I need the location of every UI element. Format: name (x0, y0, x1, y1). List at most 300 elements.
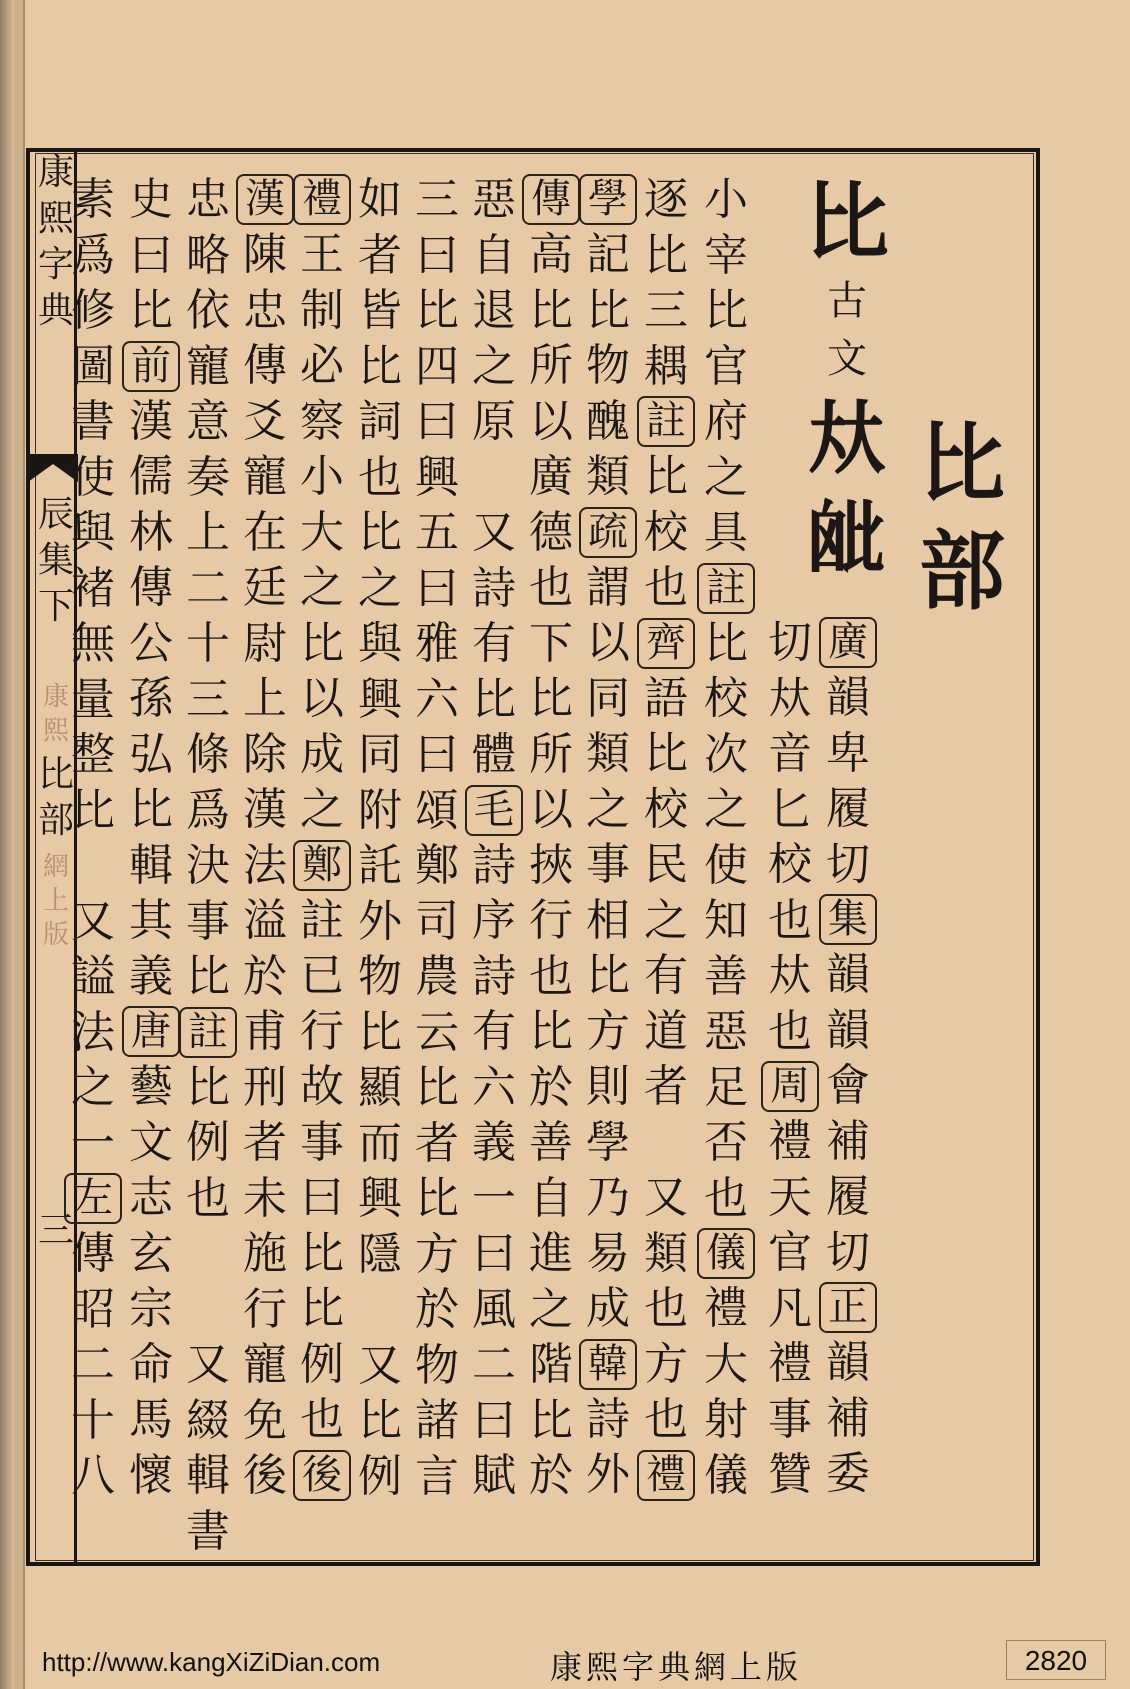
text-char: 之 (358, 562, 402, 614)
side-radical-char: 部 (37, 800, 74, 841)
text-char: 禮 (704, 1283, 748, 1334)
text-char: 十 (71, 1394, 115, 1446)
text-char: 也 (768, 894, 812, 946)
text-char: 二 (472, 1339, 516, 1390)
text-char: 曰 (472, 1228, 516, 1279)
side-title-char: 熙 (37, 198, 74, 239)
text-char: 行 (529, 895, 573, 946)
text-char: 耦 (644, 340, 688, 392)
side-radical-char: 比 (37, 754, 74, 795)
text-char: 雅 (415, 618, 459, 669)
footer-url[interactable]: http://www.kangXiZiDian.com (42, 1647, 381, 1677)
text-char: 韻 (826, 949, 870, 1000)
text-char: 夶 (768, 672, 812, 724)
text-char: 物 (586, 340, 630, 391)
text-char: 例 (300, 1338, 344, 1390)
text-char: 農 (415, 951, 459, 1002)
text-char: 比 (358, 340, 402, 392)
text-char: 皆 (358, 285, 402, 336)
text-char: 漢 (129, 395, 173, 447)
text-char: 成 (586, 1283, 630, 1334)
side-title-char: 字 (37, 244, 74, 285)
text-char: 也 (186, 1172, 230, 1224)
text-char: 風 (472, 1283, 516, 1335)
text-char: 逐 (644, 174, 688, 225)
text-char: 醜 (586, 395, 630, 447)
text-char: 馬 (129, 1394, 173, 1445)
text-char: 也 (300, 1394, 344, 1445)
text-char: 比 (300, 1283, 344, 1334)
text-char: 六 (415, 673, 459, 725)
text-char: 大 (300, 506, 344, 558)
text-char: 民 (644, 839, 688, 890)
text-char: 外 (358, 895, 402, 947)
text-char: 比 (300, 1227, 344, 1279)
text-char: 司 (415, 895, 459, 947)
text-char: 外 (586, 1449, 630, 1500)
watermark-char: 網 (42, 852, 69, 882)
text-char: 言 (415, 1450, 459, 1502)
text-char: 必 (300, 340, 344, 391)
text-char: 比 (644, 229, 688, 281)
text-char: 又 (644, 1172, 688, 1223)
text-column (348, 172, 412, 1504)
text-char: 一 (71, 1117, 115, 1169)
text-char: 相 (586, 894, 630, 946)
text-char: 比 (358, 1395, 402, 1446)
text-char: 韻 (826, 1004, 870, 1056)
text-char: 法 (243, 839, 287, 891)
text-char: 比 (186, 1061, 230, 1113)
text-char: 十 (186, 618, 230, 669)
reference-marker: 後 (293, 1450, 351, 1501)
text-char: 惡 (472, 174, 516, 225)
text-char: 比 (300, 617, 344, 669)
text-char: 依 (186, 285, 230, 336)
text-char: 上 (243, 673, 287, 724)
variant-char: 夶 (807, 391, 887, 485)
text-char: 賦 (472, 1450, 516, 1501)
text-char: 之 (300, 784, 344, 835)
text-char: 漢 (243, 784, 287, 835)
text-char: 物 (358, 951, 402, 1002)
text-char: 同 (358, 729, 402, 780)
text-char: 察 (300, 395, 344, 447)
reference-marker: 禮 (637, 1450, 695, 1501)
text-char: 六 (472, 1061, 516, 1113)
text-char: 三 (644, 285, 688, 336)
text-char: 也 (644, 1283, 688, 1334)
text-char: 物 (415, 1339, 459, 1391)
reference-marker: 周 (761, 1061, 819, 1112)
page-number: 2820 (1006, 1640, 1106, 1680)
text-char: 自 (529, 1172, 573, 1224)
text-char: 詩 (472, 950, 516, 1002)
text-char: 量 (71, 673, 115, 725)
text-char: 曰 (415, 729, 459, 780)
text-char: 決 (186, 840, 230, 891)
text-char: 公 (129, 617, 173, 669)
text-char: 比 (71, 784, 115, 836)
text-char: 匕 (768, 783, 812, 835)
reference-marker: 鄭 (293, 840, 351, 891)
text-char: 有 (472, 1006, 516, 1057)
text-char: 學 (586, 1116, 630, 1168)
text-char: 宗 (129, 1283, 173, 1334)
text-char: 免 (243, 1394, 287, 1446)
text-char: 比 (186, 951, 230, 1002)
text-char: 也 (644, 1394, 688, 1445)
text-char: 詩 (586, 1393, 630, 1445)
text-char: 爲 (186, 784, 230, 836)
text-char: 書 (71, 396, 115, 447)
text-char: 官 (704, 340, 748, 392)
text-char: 具 (704, 507, 748, 558)
text-char: 大 (704, 1338, 748, 1390)
binding-shadow (0, 0, 14, 1689)
text-char: 成 (300, 728, 344, 780)
text-char: 善 (704, 950, 748, 1002)
text-char: 鄭 (415, 840, 459, 891)
text-char: 之 (586, 783, 630, 835)
text-char: 頌 (415, 784, 459, 836)
text-char: 如 (358, 174, 402, 225)
text-char: 比 (472, 673, 516, 725)
text-char: 會 (826, 1060, 870, 1111)
text-char: 謚 (71, 951, 115, 1002)
text-char: 書 (186, 1505, 230, 1557)
reference-marker: 唐 (122, 1006, 180, 1057)
text-char: 略 (186, 229, 230, 281)
side-volume-char: 集 (37, 540, 74, 581)
radical-title-char: 部 (919, 521, 1005, 622)
text-char: 射 (704, 1394, 748, 1445)
reference-marker: 韓 (579, 1339, 637, 1390)
text-char: 者 (358, 229, 402, 281)
ancient-label-char: 古 (827, 278, 867, 324)
text-char: 夶 (768, 950, 812, 1001)
reference-marker: 前 (122, 341, 180, 392)
text-char: 陳 (243, 229, 287, 280)
text-column (233, 172, 297, 1504)
text-char: 序 (472, 895, 516, 946)
text-char: 圖 (71, 340, 115, 392)
text-char: 詩 (472, 562, 516, 614)
text-char: 又 (472, 507, 516, 558)
text-char: 曰 (415, 396, 459, 447)
text-char: 在 (243, 506, 287, 558)
text-char: 韻 (826, 672, 870, 723)
text-column (61, 172, 125, 1504)
text-column (519, 172, 583, 1504)
text-column (462, 172, 526, 1504)
text-char: 贊 (768, 1449, 812, 1500)
text-char: 故 (300, 1061, 344, 1112)
text-char: 之 (71, 1062, 115, 1113)
watermark-char: 熙 (42, 716, 69, 746)
text-column (816, 615, 880, 1502)
text-char: 之 (472, 340, 516, 392)
text-char: 玄 (129, 1227, 173, 1279)
text-column (758, 615, 822, 1503)
text-char: 昭 (71, 1283, 115, 1335)
text-char: 廷 (243, 562, 287, 613)
text-char: 附 (358, 784, 402, 836)
text-char: 校 (704, 673, 748, 724)
text-char: 意 (186, 396, 230, 447)
text-char: 小 (300, 451, 344, 502)
text-char: 比 (644, 451, 688, 502)
text-column (405, 172, 469, 1504)
text-char: 類 (644, 1227, 688, 1279)
text-char: 韻 (826, 1337, 870, 1388)
reference-marker: 毛 (465, 785, 523, 836)
text-char: 禮 (768, 1116, 812, 1167)
text-char: 事 (300, 1116, 344, 1168)
text-char: 溢 (243, 895, 287, 946)
text-char: 體 (472, 729, 516, 780)
text-char: 五 (415, 507, 459, 558)
text-char: 未 (243, 1172, 287, 1224)
text-char: 補 (826, 1392, 870, 1444)
reference-marker: 疏 (579, 507, 637, 558)
reference-marker: 學 (579, 174, 637, 225)
footer-title: 康熙字典網上版 (550, 1648, 803, 1686)
text-char: 又 (71, 895, 115, 947)
ancient-label-char: 文 (827, 336, 867, 382)
text-char: 而 (358, 1117, 402, 1169)
text-char: 儀 (704, 1449, 748, 1501)
text-char: 已 (300, 950, 344, 1001)
text-char: 補 (826, 1115, 870, 1167)
text-char: 音 (768, 728, 812, 779)
text-char: 甫 (243, 1006, 287, 1057)
text-char: 比 (644, 728, 688, 779)
reference-marker: 齊 (637, 618, 695, 669)
text-char: 官 (768, 1227, 812, 1278)
text-char: 也 (529, 562, 573, 613)
text-char: 者 (243, 1117, 287, 1168)
text-char: 於 (529, 1061, 573, 1113)
text-char: 八 (71, 1450, 115, 1501)
text-char: 於 (243, 950, 287, 1002)
text-char: 命 (129, 1338, 173, 1390)
text-char: 忠 (243, 284, 287, 336)
text-char: 寵 (243, 1339, 287, 1390)
text-char: 凡 (768, 1282, 812, 1334)
text-char: 無 (71, 618, 115, 669)
text-char: 方 (586, 1005, 630, 1057)
text-char: 傳 (129, 562, 173, 613)
text-char: 云 (415, 1006, 459, 1058)
text-char: 次 (704, 728, 748, 780)
watermark-char: 上 (42, 886, 69, 916)
text-char: 志 (129, 1172, 173, 1223)
text-char: 事 (768, 1393, 812, 1445)
text-char: 宰 (704, 229, 748, 281)
side-title-char: 康 (37, 152, 74, 193)
text-char: 王 (300, 229, 344, 280)
text-char: 禮 (768, 1338, 812, 1389)
text-column (119, 172, 183, 1503)
text-char: 與 (71, 507, 115, 558)
variant-char: 𣬈 (807, 491, 887, 585)
text-char: 校 (644, 506, 688, 558)
text-char: 校 (644, 783, 688, 835)
text-char: 否 (704, 1117, 748, 1168)
text-char: 條 (186, 729, 230, 780)
text-char: 比 (529, 284, 573, 336)
text-char: 三 (186, 673, 230, 725)
text-char: 乃 (586, 1172, 630, 1223)
text-char: 方 (415, 1228, 459, 1280)
text-char: 廣 (529, 451, 573, 502)
text-char: 下 (529, 617, 573, 669)
text-char: 文 (129, 1116, 173, 1168)
text-char: 卑 (826, 727, 870, 779)
text-char: 原 (472, 396, 516, 447)
text-char: 三 (415, 174, 459, 225)
text-char: 以 (529, 395, 573, 447)
text-char: 興 (358, 673, 402, 725)
text-char: 切 (768, 617, 812, 668)
text-char: 切 (826, 838, 870, 890)
text-char: 林 (129, 506, 173, 558)
text-char: 易 (586, 1227, 630, 1279)
text-char: 類 (586, 451, 630, 502)
text-char: 輯 (129, 839, 173, 891)
text-char: 傳 (71, 1228, 115, 1279)
text-char: 寵 (186, 340, 230, 392)
text-char: 顯 (358, 1062, 402, 1113)
text-char: 所 (529, 340, 573, 391)
text-char: 施 (243, 1228, 287, 1279)
text-char: 例 (358, 1450, 402, 1502)
text-char: 後 (243, 1450, 287, 1501)
text-char: 比 (704, 285, 748, 336)
text-char: 惡 (704, 1006, 748, 1057)
text-char: 者 (415, 1117, 459, 1169)
text-char: 善 (529, 1117, 573, 1168)
radical-title (912, 410, 1012, 626)
entry-heading (792, 172, 902, 588)
text-char: 例 (186, 1117, 230, 1168)
text-char: 興 (415, 451, 459, 503)
text-char: 弘 (129, 728, 173, 780)
text-char: 天 (768, 1171, 812, 1223)
radical-title-char: 比 (919, 413, 1005, 514)
text-char: 興 (358, 1173, 402, 1224)
text-char: 府 (704, 396, 748, 447)
text-char: 整 (71, 729, 115, 780)
text-char: 也 (768, 1005, 812, 1057)
text-char: 履 (826, 1171, 870, 1222)
text-char: 曰 (300, 1172, 344, 1223)
reference-marker: 註 (179, 1007, 237, 1058)
text-char: 也 (529, 950, 573, 1002)
text-char: 自 (472, 229, 516, 281)
text-char: 之 (529, 1283, 573, 1335)
text-char: 曰 (472, 1394, 516, 1446)
text-char: 懷 (129, 1449, 173, 1501)
text-char: 委 (826, 1448, 870, 1499)
text-char: 修 (71, 285, 115, 336)
text-char: 同 (586, 672, 630, 724)
text-char: 也 (644, 562, 688, 613)
text-char: 校 (768, 839, 812, 890)
text-char: 足 (704, 1061, 748, 1113)
watermark-char: 康 (42, 682, 69, 712)
text-char: 輯 (186, 1450, 230, 1501)
text-char: 比 (529, 673, 573, 724)
reference-marker: 儀 (697, 1228, 755, 1279)
watermark-char: 版 (42, 920, 69, 950)
text-char: 行 (300, 1005, 344, 1057)
text-char: 事 (186, 895, 230, 947)
text-char: 比 (704, 617, 748, 669)
text-char: 之 (704, 451, 748, 503)
text-char: 爻 (243, 395, 287, 447)
text-char: 比 (358, 1006, 402, 1058)
text-char: 素 (71, 174, 115, 225)
text-char: 記 (586, 229, 630, 280)
text-char: 以 (300, 673, 344, 724)
text-char: 比 (129, 285, 173, 336)
text-char: 事 (586, 839, 630, 890)
text-char: 曰 (415, 562, 459, 614)
text-char: 比 (415, 285, 459, 336)
text-char: 使 (71, 451, 115, 503)
text-char: 方 (644, 1338, 688, 1390)
text-char: 切 (826, 1226, 870, 1278)
text-char: 義 (129, 950, 173, 1002)
text-char: 行 (243, 1283, 287, 1335)
text-column (176, 172, 240, 1559)
text-column (576, 172, 640, 1503)
side-volume-char: 下 (37, 586, 74, 627)
text-char: 四 (415, 340, 459, 392)
reference-marker: 漢 (236, 174, 294, 225)
text-char: 道 (644, 1005, 688, 1057)
text-char: 德 (529, 506, 573, 558)
text-char: 以 (529, 784, 573, 835)
side-volume-char: 辰 (37, 494, 74, 535)
reference-marker: 註 (637, 396, 695, 447)
text-char: 之 (704, 784, 748, 835)
reference-marker: 廣 (819, 617, 877, 668)
text-char: 法 (71, 1006, 115, 1058)
text-char: 寵 (243, 451, 287, 502)
text-char: 履 (826, 783, 870, 834)
text-char: 義 (472, 1117, 516, 1168)
reference-marker: 傳 (522, 174, 580, 225)
text-char: 也 (704, 1172, 748, 1224)
text-char: 小 (704, 174, 748, 225)
text-char: 比 (586, 284, 630, 336)
text-char: 謂 (586, 561, 630, 613)
text-char: 綴 (186, 1394, 230, 1446)
text-char: 制 (300, 284, 344, 336)
text-char: 註 (300, 894, 344, 946)
text-column (290, 172, 354, 1503)
text-char: 諸 (415, 1395, 459, 1446)
text-char: 於 (529, 1450, 573, 1501)
text-char: 於 (415, 1284, 459, 1335)
text-char: 儒 (129, 451, 173, 502)
text-char: 曰 (129, 229, 173, 281)
side-title-char: 典 (37, 290, 74, 331)
text-char: 忠 (186, 174, 230, 225)
